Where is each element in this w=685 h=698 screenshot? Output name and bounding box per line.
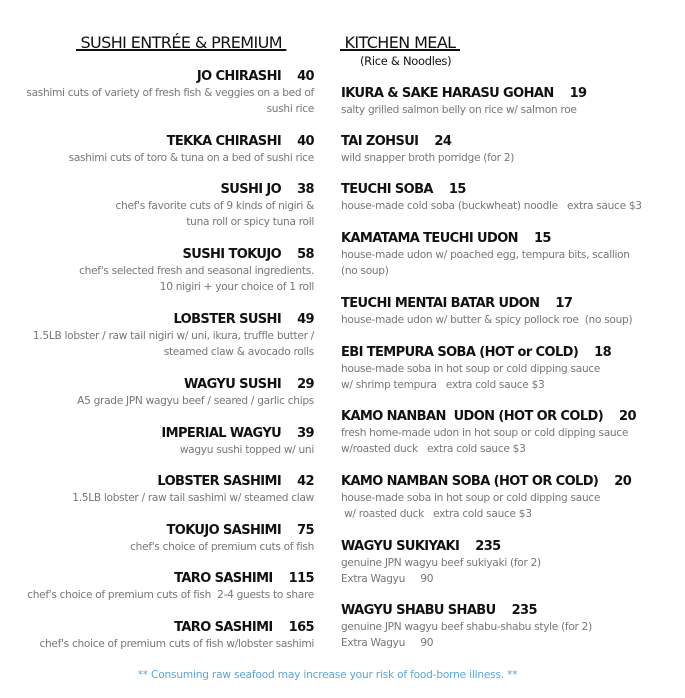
menu-item-name: TAI ZOHSUI: [341, 134, 419, 149]
menu-item-price: 20: [619, 409, 636, 424]
menu-item-name: EBI TEMPURA SOBA (HOT or COLD): [341, 345, 579, 360]
menu-item-heading: [341, 473, 631, 490]
menu-item-description: steamed claw & avocado rolls: [163, 346, 314, 359]
menu-item-price: 20: [614, 474, 632, 489]
menu-item-description: w/roasted duck extra cold sauce $3: [341, 443, 526, 456]
menu-item-heading: [116, 181, 315, 198]
menu-item: [33, 311, 314, 360]
menu-item-price: 49: [297, 312, 314, 327]
menu-item-description: chef's favorite cuts of 9 kinds of nigiri &: [115, 200, 314, 212]
menu-item-price: 58: [297, 247, 314, 262]
menu-item-heading: [341, 538, 541, 555]
menu-item: [341, 295, 632, 328]
menu-item-heading: [72, 473, 314, 490]
menu-item-description: house-made udon w/ poached egg, tempura bits, scallion: [341, 249, 630, 261]
menu-item: [69, 133, 314, 166]
menu-item-heading: [130, 522, 314, 539]
menu-item-description: house-made soba in hot soup or cold dipping sauce: [341, 363, 601, 375]
menu-item-heading: [79, 246, 314, 263]
menu-item-name: IKURA & SAKE HARASU GOHAN: [341, 86, 554, 101]
menu-item: [341, 230, 630, 279]
menu-item-heading: [341, 181, 642, 198]
menu-item-name: TEUCHI MENTAI BATAR UDON: [341, 296, 540, 311]
menu-item-description: 1.5LB lobster / raw tail sashimi w/ steamed claw: [72, 492, 314, 504]
menu-item-heading: [27, 570, 314, 587]
menu-item-heading: [39, 619, 314, 636]
menu-item-description: wild snapper broth porridge (for 2): [341, 152, 515, 164]
menu-item-description: (no soup): [341, 265, 389, 278]
menu-item-heading: [341, 133, 514, 150]
menu-item-name: TOKUJO SASHIMI: [166, 523, 282, 538]
menu-item-description: tuna roll or spicy tuna roll: [186, 216, 314, 229]
menu-item-heading: [341, 344, 611, 361]
menu-item: [341, 85, 587, 118]
section-title-kitchen: KITCHEN MEAL: [340, 33, 460, 52]
menu-item-heading: [341, 295, 632, 312]
menu-item-name: LOBSTER SASHIMI: [157, 474, 282, 489]
menu-item-description: salty grilled salmon belly on rice w/ salmon roe: [341, 104, 577, 116]
menu-item: [26, 68, 314, 117]
menu-item-description: Extra Wagyu 90: [341, 573, 434, 586]
menu-item-price: 19: [569, 86, 587, 101]
menu-item-heading: [69, 133, 314, 150]
menu-item-price: 15: [533, 231, 551, 246]
menu-item-heading: [341, 408, 636, 425]
menu-item-heading: [77, 376, 314, 393]
menu-item-description: sashimi cuts of variety of fresh fish & veggies on a bed of: [26, 87, 314, 99]
menu-item-description: house-made cold soba (buckwheat) noodle extra sauce $3: [341, 200, 642, 212]
menu-item-description: genuine JPN wagyu beef shabu-shabu style (for 2): [341, 621, 592, 633]
menu-item: [341, 133, 514, 166]
menu-item: [341, 538, 541, 587]
menu-item-price: 235: [511, 603, 537, 618]
menu-item-description: Extra Wagyu 90: [341, 637, 434, 650]
menu-item-description: sushi rice: [266, 103, 314, 116]
menu-item: [116, 181, 315, 230]
menu-item-name: KAMATAMA TEUCHI UDON: [341, 231, 518, 246]
menu-item-price: 75: [297, 523, 314, 538]
section-subtitle-kitchen: (Rice & Noodles): [360, 54, 452, 68]
menu-item-description: genuine JPN wagyu beef sukiyaki (for 2): [341, 557, 541, 569]
menu-item: [341, 344, 611, 393]
menu-item-name: TEKKA CHIRASHI: [166, 134, 282, 149]
menu-item-price: 165: [288, 620, 314, 635]
menu-item: [27, 570, 314, 603]
menu-item: [39, 619, 314, 652]
menu-item-description: w/ roasted duck extra cold sauce $3: [341, 508, 532, 521]
section-title-sushi: SUSHI ENTRÉE & PREMIUM: [76, 33, 287, 52]
menu-item-price: 40: [297, 69, 314, 84]
menu-item-heading: [161, 425, 314, 442]
menu-item-description: wagyu sushi topped w/ uni: [179, 444, 314, 456]
menu-item-description: sashimi cuts of toro & tuna on a bed of sushi rice: [68, 152, 314, 164]
menu-item-description: chef's choice of premium cuts of fish: [130, 541, 314, 553]
menu-item-price: 40: [297, 134, 314, 149]
menu-item: [79, 246, 314, 295]
menu-item-description: chef's choice of premium cuts of fish w/lobster sashimi: [39, 638, 314, 650]
menu-item-name: IMPERIAL WAGYU: [161, 426, 282, 441]
menu-item-description: chef's choice of premium cuts of fish 2-4 guests to share: [27, 589, 314, 601]
menu-item: [72, 473, 314, 506]
menu-item-name: KAMO NANBAN UDON (HOT OR COLD): [341, 409, 604, 424]
menu-item: [341, 408, 636, 457]
menu-item-description: w/ shrimp tempura extra cold sauce $3: [341, 379, 545, 392]
menu-item-description: fresh home-made udon in hot soup or cold dipping sauce: [341, 427, 629, 439]
menu-item-price: 15: [448, 182, 466, 197]
menu-item-name: SUSHI TOKUJO: [182, 247, 282, 262]
menu-item-name: TARO SASHIMI: [174, 571, 273, 586]
menu-item: [130, 522, 314, 555]
menu-item-price: 42: [297, 474, 314, 489]
menu-item: [341, 181, 642, 214]
menu-item-description: house-made soba in hot soup or cold dipping sauce: [341, 492, 601, 504]
menu-item-name: SUSHI JO: [220, 182, 282, 197]
menu-item-description: chef's selected fresh and seasonal ingredients.: [79, 265, 314, 277]
health-disclaimer: ** Consuming raw seafood may increase your risk of food-borne illness. **: [137, 669, 518, 681]
menu-item: [341, 602, 592, 651]
menu-item: [161, 425, 314, 458]
menu-item-heading: [341, 230, 630, 247]
menu-item-price: 115: [288, 571, 314, 586]
menu-item-name: WAGYU SUKIYAKI: [341, 539, 460, 554]
menu-item-price: 235: [475, 539, 501, 554]
menu-item-heading: [341, 85, 587, 102]
menu-item-name: KAMO NAMBAN SOBA (HOT OR COLD): [341, 474, 599, 489]
menu-item: [341, 473, 631, 522]
menu-item-price: 18: [594, 345, 612, 360]
menu-item-name: TEUCHI SOBA: [341, 182, 433, 197]
menu-item-name: WAGYU SUSHI: [183, 377, 282, 392]
menu-item-heading: [33, 311, 314, 328]
menu-item-price: 29: [297, 377, 314, 392]
menu-item-description: 10 nigiri + your choice of 1 roll: [159, 281, 314, 294]
menu-item-price: 39: [297, 426, 314, 441]
menu-item-description: house-made udon w/ butter & spicy pollock roe (no soup): [341, 314, 633, 326]
menu-item-name: WAGYU SHABU SHABU: [341, 603, 496, 618]
menu-item-price: 24: [434, 134, 452, 149]
menu-item-price: 38: [297, 182, 314, 197]
menu-item-description: 1.5LB lobster / raw tail nigiri w/ uni, ikura, truffle butter /: [32, 330, 314, 342]
menu-item-price: 17: [555, 296, 573, 311]
menu-item: [77, 376, 314, 409]
menu-item-name: JO CHIRASHI: [196, 69, 282, 84]
menu-item-heading: [341, 602, 592, 619]
menu-item-name: TARO SASHIMI: [174, 620, 273, 635]
menu-item-heading: [26, 68, 314, 85]
menu-item-name: LOBSTER SUSHI: [173, 312, 282, 327]
menu-item-description: A5 grade JPN wagyu beef / seared / garlic chips: [77, 395, 314, 407]
